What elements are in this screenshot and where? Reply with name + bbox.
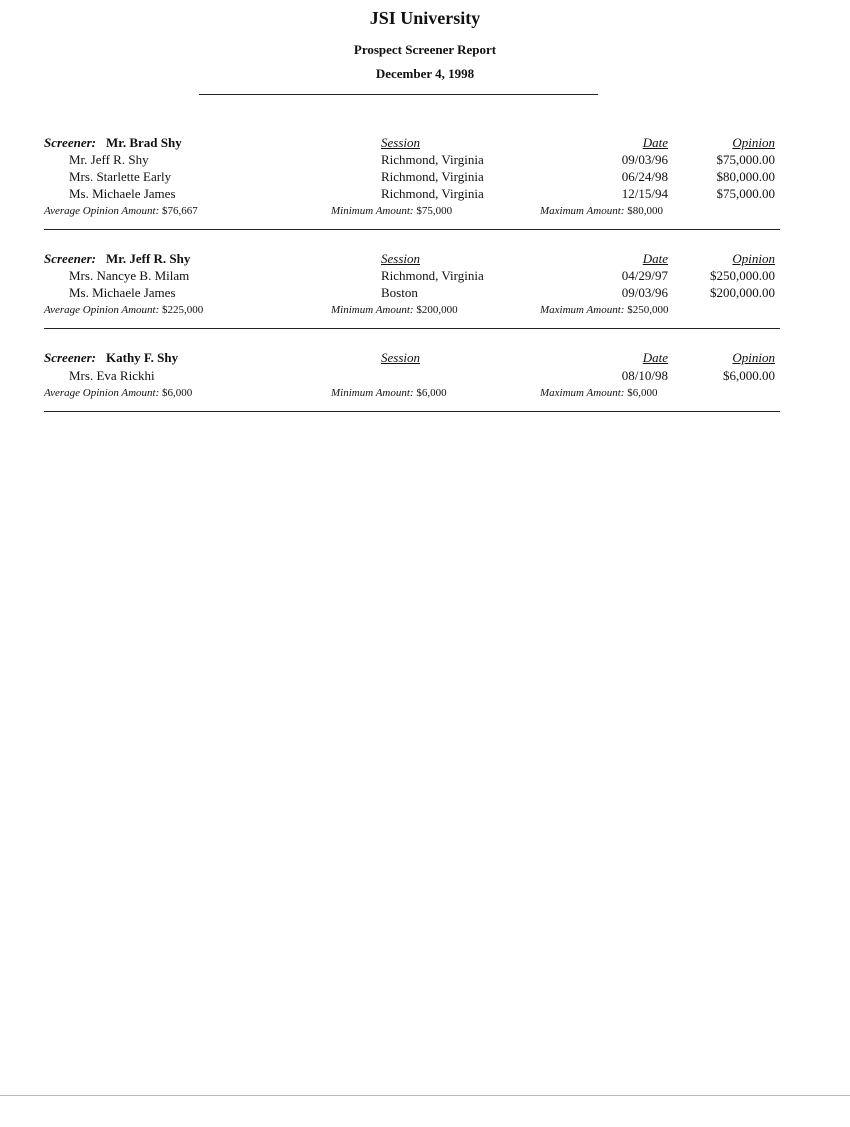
prospect-name: Mr. Jeff R. Shy (69, 152, 149, 167)
screener-heading (44, 250, 190, 267)
maximum-value: $250,000 (627, 304, 669, 316)
prospect-row (44, 168, 780, 185)
session-column-header: Session (381, 350, 420, 365)
average-label: Average Opinion Amount: (44, 387, 160, 399)
maximum-label: Maximum Amount: (540, 205, 625, 217)
date-column-header: Date (642, 135, 668, 150)
screener-name: Mr. Jeff R. Shy (106, 251, 191, 266)
maximum-value: $6,000 (627, 387, 658, 399)
screener-name: Mr. Brad Shy (106, 135, 182, 150)
prospect-row (44, 151, 780, 168)
prospect-opinion: $6,000.00 (723, 368, 775, 383)
maximum-label: Maximum Amount: (540, 387, 625, 399)
summary-row (44, 203, 780, 220)
opinion-column-header: Opinion (732, 135, 775, 150)
prospect-session: Richmond, Virginia (381, 169, 484, 184)
prospect-name: Ms. Michaele James (69, 186, 176, 201)
group-header-row (44, 349, 780, 366)
prospect-name: Mrs. Nancye B. Milam (69, 268, 190, 283)
prospect-name: Ms. Michaele James (69, 285, 176, 300)
scan-page-edge (0, 1095, 850, 1096)
screener-heading (44, 134, 182, 151)
summary-row (44, 302, 780, 319)
average-amount (44, 302, 203, 319)
header-divider (199, 94, 598, 95)
prospect-date: 12/15/94 (621, 186, 668, 201)
minimum-amount (331, 385, 447, 402)
group-divider (44, 229, 780, 230)
group-header-row (44, 250, 780, 267)
prospect-session: Richmond, Virginia (381, 268, 484, 283)
minimum-value: $200,000 (416, 304, 458, 316)
report-title: JSI University (369, 8, 481, 28)
prospect-session: Boston (381, 285, 418, 300)
prospect-session: Richmond, Virginia (381, 152, 484, 167)
minimum-label: Minimum Amount: (331, 205, 414, 217)
average-label: Average Opinion Amount: (44, 205, 160, 217)
average-value: $6,000 (162, 387, 193, 399)
screener-label: Screener: (44, 251, 96, 266)
session-column-header: Session (381, 135, 420, 150)
group-divider (44, 328, 780, 329)
prospect-date: 09/03/96 (621, 285, 668, 300)
minimum-label: Minimum Amount: (331, 304, 414, 316)
average-value: $225,000 (162, 304, 204, 316)
prospect-row (44, 367, 780, 384)
prospect-date: 06/24/98 (621, 169, 668, 184)
prospect-opinion: $250,000.00 (710, 268, 775, 283)
prospect-opinion: $80,000.00 (716, 169, 775, 184)
prospect-row (44, 284, 780, 301)
average-amount (44, 203, 198, 220)
prospect-name: Mrs. Eva Rickhi (69, 368, 155, 383)
maximum-amount (540, 203, 663, 220)
screener-label: Screener: (44, 135, 96, 150)
report-subtitle: Prospect Screener Report (353, 42, 497, 57)
prospect-opinion: $200,000.00 (710, 285, 775, 300)
average-value: $76,667 (162, 205, 198, 217)
prospect-name: Mrs. Starlette Early (69, 169, 172, 184)
screener-heading (44, 349, 178, 366)
prospect-row (44, 185, 780, 202)
group-divider (44, 411, 780, 412)
opinion-column-header: Opinion (732, 251, 775, 266)
summary-row (44, 385, 780, 402)
prospect-date: 04/29/97 (621, 268, 668, 283)
maximum-amount (540, 385, 657, 402)
opinion-column-header: Opinion (732, 350, 775, 365)
maximum-amount (540, 302, 668, 319)
average-label: Average Opinion Amount: (44, 304, 160, 316)
date-column-header: Date (642, 350, 668, 365)
screener-label: Screener: (44, 350, 96, 365)
date-column-header: Date (642, 251, 668, 266)
group-header-row (44, 134, 780, 151)
screener-name: Kathy F. Shy (106, 350, 179, 365)
prospect-opinion: $75,000.00 (716, 186, 775, 201)
minimum-value: $6,000 (416, 387, 447, 399)
prospect-session: Richmond, Virginia (381, 186, 484, 201)
maximum-label: Maximum Amount: (540, 304, 625, 316)
prospect-opinion: $75,000.00 (716, 152, 775, 167)
prospect-date: 09/03/96 (621, 152, 668, 167)
average-amount (44, 385, 192, 402)
maximum-value: $80,000 (627, 205, 663, 217)
prospect-row (44, 267, 780, 284)
minimum-label: Minimum Amount: (331, 387, 414, 399)
minimum-amount (331, 302, 458, 319)
session-column-header: Session (381, 251, 420, 266)
report-date: December 4, 1998 (375, 66, 475, 81)
minimum-value: $75,000 (416, 205, 453, 217)
prospect-date: 08/10/98 (621, 368, 668, 383)
minimum-amount (331, 203, 452, 220)
